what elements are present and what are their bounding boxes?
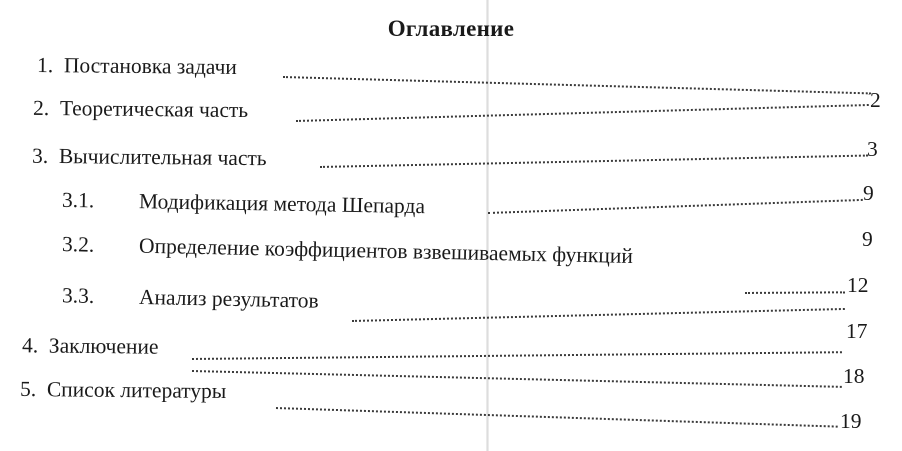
toc-entry-number: 3. (31, 143, 49, 168)
toc-entry-text: Заключение (48, 333, 159, 359)
page-fold (486, 0, 489, 451)
toc-entry-text: Вычислительная часть (58, 144, 267, 171)
toc-leader-dots (320, 155, 868, 168)
toc-leader-dots (276, 407, 838, 428)
toc-entry-number: 4. (21, 333, 39, 358)
toc-leader-dots (192, 370, 842, 388)
toc-entry-3-3 (62, 285, 319, 312)
toc-page-number: 19 (840, 409, 862, 433)
toc-entry-4 (22, 335, 159, 358)
toc-leader-dots (745, 291, 845, 294)
toc-entry-text: Модификация метода Шепарда (138, 189, 426, 219)
toc-page-number: 2 (870, 88, 881, 112)
toc-page-number: 18 (843, 364, 865, 388)
toc-entry-text: Теоретическая часть (59, 96, 249, 123)
toc-entry-text: Анализ результатов (138, 284, 319, 313)
toc-entry-number: 5. (19, 376, 37, 402)
toc-page-number: 9 (863, 181, 874, 205)
toc-leader-dots (283, 76, 871, 94)
toc-entry-number: 3.2. (61, 232, 95, 257)
toc-entry-number: 3.3. (61, 283, 95, 308)
toc-page-number: 3 (867, 137, 878, 161)
toc-page-number: 12 (847, 273, 869, 297)
toc-entry-text: Список литературы (46, 377, 227, 404)
toc-leader-dots (352, 308, 845, 322)
toc-entry-3-2 (62, 234, 633, 267)
toc-entry-3 (31, 143, 267, 171)
toc-page-number: 9 (862, 227, 873, 251)
toc-entry-1 (36, 52, 237, 80)
toc-page-number: 17 (846, 319, 868, 343)
toc-entry-text: Определение коэффициентов взвешиваемых функций (138, 233, 634, 268)
toc-entry-text: Постановка задачи (63, 53, 237, 80)
toc-entry-5 (19, 376, 227, 404)
toc-title: Оглавление (387, 16, 515, 41)
toc-entry-3-1 (61, 187, 426, 219)
toc-entry-2 (32, 95, 249, 123)
toc-entry-number: 2. (32, 95, 50, 121)
toc-leader-dots (488, 199, 863, 214)
toc-entry-number: 3.1. (61, 187, 95, 213)
toc-entry-number: 1. (36, 52, 54, 78)
toc-leader-dots (192, 351, 842, 360)
toc-leader-dots (296, 104, 869, 122)
